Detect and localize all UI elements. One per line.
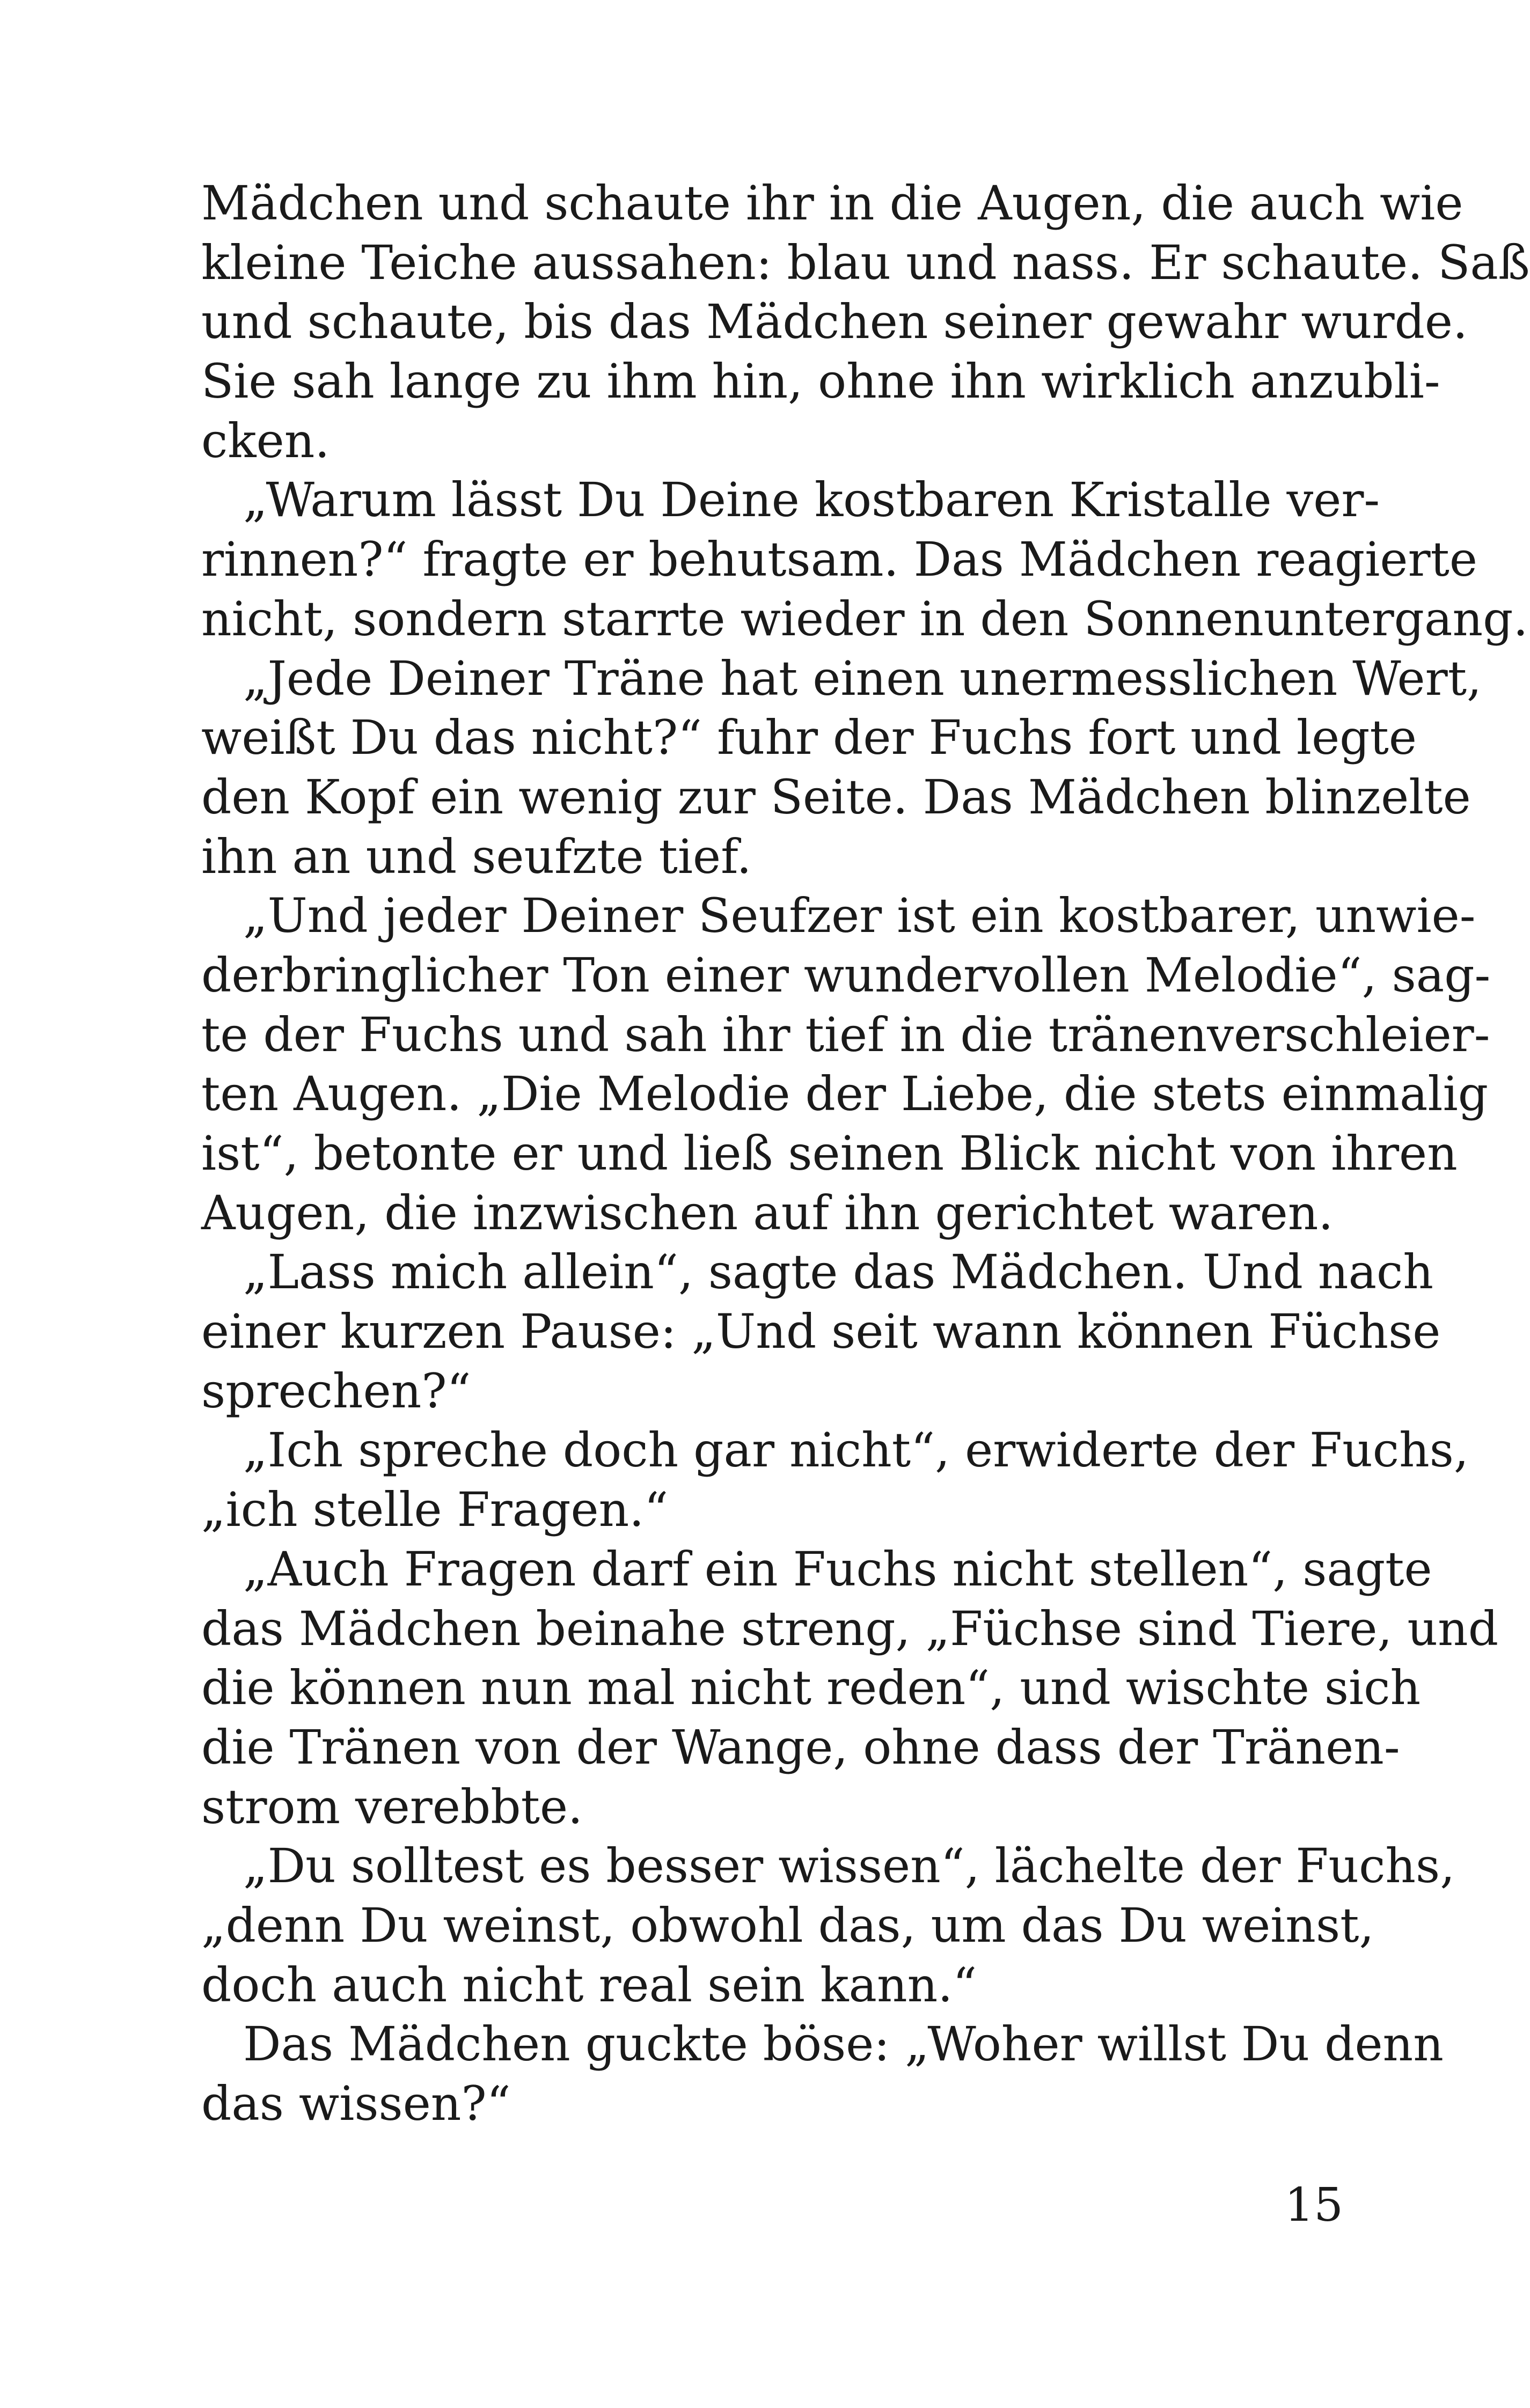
- text-line: doch auch nicht real sein kann.“: [201, 1957, 977, 2013]
- text-line: „Du solltest es besser wissen“, lächelte der Fuchs,: [243, 1838, 1455, 1894]
- text-line: weißt Du das nicht?“ fuhr der Fuchs fort und legte: [201, 710, 1417, 766]
- text-line: „Warum lässt Du Deine kostbaren Kristalle ver-: [243, 472, 1380, 528]
- text-line: Augen, die inzwischen auf ihn gerichtet waren.: [201, 1185, 1334, 1240]
- text-line: „Ich spreche doch gar nicht“, erwiderte der Fuchs,: [243, 1422, 1469, 1478]
- text-line: „Und jeder Deiner Seufzer ist ein kostbarer, unwie-: [243, 888, 1476, 944]
- text-line: den Kopf ein wenig zur Seite. Das Mädchen blinzelte: [201, 769, 1471, 825]
- page-number: 15: [1284, 2178, 1343, 2232]
- text-line: „Lass mich allein“, sagte das Mädchen. Und nach: [243, 1244, 1434, 1300]
- text-line: nicht, sondern starrte wieder in den Sonnenuntergang.: [201, 591, 1528, 647]
- text-line: strom verebbte.: [201, 1779, 583, 1834]
- text-line: Das Mädchen guckte böse: „Woher willst Du denn: [243, 2016, 1444, 2072]
- text-line: „ich stelle Fragen.“: [201, 1482, 669, 1538]
- text-line: te der Fuchs und sah ihr tief in die tränenverschleier-: [201, 1007, 1490, 1062]
- text-line: ten Augen. „Die Melodie der Liebe, die stets einmalig: [201, 1066, 1489, 1122]
- text-line: „denn Du weinst, obwohl das, um das Du weinst,: [201, 1897, 1374, 1953]
- text-line: Mädchen und schaute ihr in die Augen, die auch wie: [201, 175, 1463, 231]
- text-line: sprechen?“: [201, 1363, 471, 1419]
- text-line: ihn an und seufzte tief.: [201, 828, 752, 884]
- text-line: ist“, betonte er und ließ seinen Blick nicht von ihren: [201, 1126, 1458, 1181]
- text-line: kleine Teiche aussahen: blau und nass. Er schaute. Saß: [201, 234, 1530, 290]
- text-line: rinnen?“ fragte er behutsam. Das Mädchen reagierte: [201, 532, 1477, 588]
- text-line: Sie sah lange zu ihm hin, ohne ihn wirklich anzubli-: [201, 354, 1440, 409]
- text-line: cken.: [201, 413, 330, 468]
- text-line: „Auch Fragen darf ein Fuchs nicht stellen“, sagte: [243, 1541, 1432, 1597]
- text-line: „Jede Deiner Träne hat einen unermesslichen Wert,: [243, 650, 1482, 706]
- text-line: und schaute, bis das Mädchen seiner gewahr wurde.: [201, 294, 1468, 350]
- text-line: die können nun mal nicht reden“, und wischte sich: [201, 1660, 1421, 1716]
- text-line: einer kurzen Pause: „Und seit wann können Füchse: [201, 1304, 1441, 1360]
- text-line: die Tränen von der Wange, ohne dass der Tränen-: [201, 1719, 1400, 1775]
- text-line: das Mädchen beinahe streng, „Füchse sind Tiere, und: [201, 1601, 1499, 1656]
- text-line: das wissen?“: [201, 2076, 511, 2131]
- body-text: [201, 174, 1530, 2134]
- text-line: derbringlicher Ton einer wundervollen Melodie“, sag-: [201, 947, 1491, 1003]
